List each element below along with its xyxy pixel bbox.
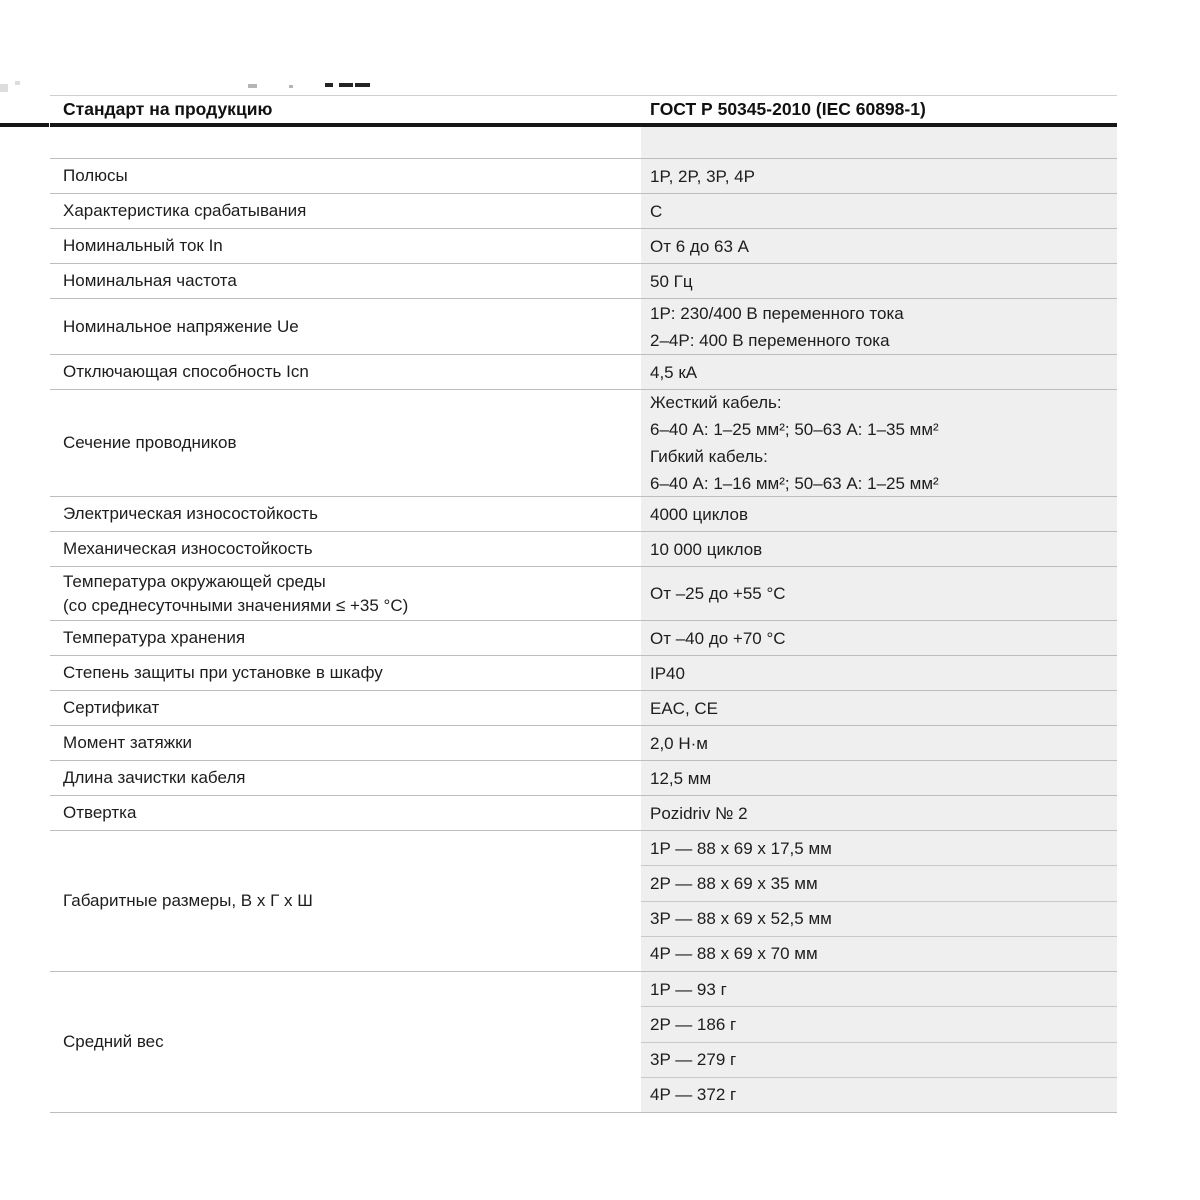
spec-row bbox=[50, 656, 1117, 691]
parameter-label: Длина зачистки кабеля bbox=[63, 768, 246, 787]
parameter-cell bbox=[50, 497, 641, 531]
parameter-cell bbox=[50, 355, 641, 389]
spacer-row bbox=[50, 127, 1117, 159]
parameter-label: Степень защиты при установке в шкафу bbox=[63, 663, 383, 682]
specifications-table bbox=[50, 95, 1117, 1113]
parameter-label: Сечение проводников bbox=[63, 433, 237, 452]
parameter-label: Отключающая способность Icn bbox=[63, 362, 309, 381]
value-text: 4000 циклов bbox=[650, 504, 748, 524]
value-cell bbox=[641, 194, 1117, 228]
parameter-label: Отвертка bbox=[63, 803, 137, 822]
value-text: От –40 до +70 °C bbox=[650, 628, 786, 648]
spec-row bbox=[50, 726, 1117, 761]
parameter-label: Средний вес bbox=[63, 1032, 164, 1051]
value-text: 1P: 230/400 В переменного тока bbox=[650, 303, 904, 323]
spec-row bbox=[50, 264, 1117, 299]
value-sub-cell bbox=[641, 865, 1117, 900]
value-sub-cell bbox=[641, 831, 1117, 865]
spec-row bbox=[50, 621, 1117, 656]
value-text: 1P, 2P, 3P, 4P bbox=[650, 166, 755, 186]
value-text: Гибкий кабель: bbox=[650, 447, 768, 466]
value-sub-cell bbox=[641, 936, 1117, 971]
cropped-text-artifact bbox=[248, 84, 257, 88]
value-text: Жесткий кабель: bbox=[650, 393, 782, 412]
value-text: 3P — 88 x 69 x 52,5 мм bbox=[650, 909, 832, 929]
parameter-cell bbox=[50, 831, 641, 971]
value-text: 2P — 88 x 69 x 35 мм bbox=[650, 873, 818, 893]
table-header-row bbox=[50, 95, 1117, 127]
parameter-label: Номинальное напряжение Ue bbox=[63, 316, 299, 336]
parameter-label: (со среднесуточными значениями ≤ +35 °C) bbox=[63, 595, 409, 615]
spec-row bbox=[50, 355, 1117, 390]
parameter-label: Характеристика срабатывания bbox=[63, 201, 307, 220]
value-cell bbox=[641, 656, 1117, 690]
parameter-label: Габаритные размеры, В х Г х Ш bbox=[63, 891, 313, 910]
parameter-cell bbox=[50, 229, 641, 263]
value-text: EAC, CE bbox=[650, 698, 719, 718]
value-text: 10 000 циклов bbox=[650, 539, 763, 559]
parameter-cell bbox=[50, 194, 641, 228]
parameter-label: Температура хранения bbox=[63, 628, 246, 647]
value-text: 6–40 А: 1–16 мм²; 50–63 А: 1–25 мм² bbox=[650, 474, 939, 493]
spec-row bbox=[50, 972, 1117, 1113]
parameter-label: Сертификат bbox=[63, 698, 160, 717]
value-cell bbox=[641, 972, 1117, 1112]
cropped-text-artifact bbox=[0, 84, 8, 92]
value-cell bbox=[641, 159, 1117, 193]
spec-row bbox=[50, 159, 1117, 194]
value-cell bbox=[641, 761, 1117, 795]
parameter-cell bbox=[50, 691, 641, 725]
parameter-cell bbox=[50, 299, 641, 354]
spec-row bbox=[50, 497, 1117, 532]
spec-row bbox=[50, 532, 1117, 567]
parameter-cell bbox=[50, 621, 641, 655]
cropped-text-artifact bbox=[355, 83, 370, 87]
value-sub-cell bbox=[641, 1077, 1117, 1112]
parameter-cell bbox=[50, 972, 641, 1112]
parameter-cell bbox=[50, 390, 641, 496]
value-text: 4,5 кА bbox=[650, 362, 698, 382]
value-cell bbox=[641, 726, 1117, 760]
table-body bbox=[50, 127, 1117, 1113]
value-text: 2–4P: 400 В переменного тока bbox=[650, 330, 890, 350]
parameter-cell bbox=[50, 656, 641, 690]
parameter-cell bbox=[50, 532, 641, 566]
value-cell bbox=[641, 264, 1117, 298]
value-text: 1P — 88 x 69 x 17,5 мм bbox=[650, 838, 832, 858]
value-text: 6–40 А: 1–25 мм²; 50–63 А: 1–35 мм² bbox=[650, 420, 939, 439]
value-text: 3P — 279 г bbox=[650, 1050, 737, 1070]
header-parameter-label: Стандарт на продукцию bbox=[63, 99, 273, 119]
value-cell bbox=[641, 390, 1117, 496]
parameter-cell bbox=[50, 127, 641, 158]
value-cell bbox=[641, 796, 1117, 830]
value-sub-cell bbox=[641, 1042, 1117, 1077]
value-text: 2P — 186 г bbox=[650, 1014, 737, 1034]
value-cell bbox=[641, 229, 1117, 263]
spec-row bbox=[50, 796, 1117, 831]
value-text: 1P — 93 г bbox=[650, 979, 727, 999]
value-cell bbox=[641, 567, 1117, 620]
spec-row bbox=[50, 194, 1117, 229]
value-text: От 6 до 63 А bbox=[650, 236, 749, 256]
spec-row bbox=[50, 567, 1117, 621]
spec-row bbox=[50, 229, 1117, 264]
parameter-label: Момент затяжки bbox=[63, 733, 193, 752]
value-sub-cell bbox=[641, 1006, 1117, 1041]
parameter-label: Температура окружающей среды bbox=[63, 571, 326, 591]
value-cell bbox=[641, 355, 1117, 389]
parameter-cell bbox=[50, 796, 641, 830]
spec-row bbox=[50, 691, 1117, 726]
parameter-cell bbox=[50, 726, 641, 760]
value-sub-cell bbox=[641, 972, 1117, 1006]
value-cell bbox=[641, 621, 1117, 655]
value-cell bbox=[641, 831, 1117, 971]
value-text: Pozidriv № 2 bbox=[650, 803, 748, 823]
spec-row bbox=[50, 299, 1117, 355]
value-sub-cell bbox=[641, 901, 1117, 936]
value-text: 50 Гц bbox=[650, 271, 693, 291]
value-cell bbox=[641, 532, 1117, 566]
value-cell bbox=[641, 497, 1117, 531]
header-standard-label: ГОСТ Р 50345-2010 (IEC 60898-1) bbox=[650, 99, 926, 119]
cropped-text-artifact bbox=[289, 85, 293, 88]
value-cell bbox=[641, 299, 1117, 354]
cropped-text-artifact bbox=[15, 81, 20, 85]
value-text: C bbox=[650, 201, 663, 221]
parameter-label: Номинальный ток In bbox=[63, 236, 223, 255]
value-text: 4P — 372 г bbox=[650, 1085, 737, 1105]
header-rule-left-segment bbox=[0, 123, 49, 127]
parameter-cell bbox=[50, 264, 641, 298]
parameter-cell bbox=[50, 567, 641, 620]
spec-row bbox=[50, 761, 1117, 796]
cropped-text-artifact bbox=[325, 83, 333, 87]
parameter-label: Номинальная частота bbox=[63, 271, 237, 290]
parameter-label: Механическая износостойкость bbox=[63, 539, 313, 558]
parameter-cell bbox=[50, 159, 641, 193]
value-text: 2,0 Н·м bbox=[650, 733, 708, 753]
value-text: От –25 до +55 °C bbox=[650, 584, 786, 603]
value-text: 4P — 88 x 69 x 70 мм bbox=[650, 944, 818, 964]
parameter-label: Электрическая износостойкость bbox=[63, 504, 318, 523]
spec-row bbox=[50, 390, 1117, 497]
spec-row bbox=[50, 831, 1117, 972]
value-cell bbox=[641, 127, 1117, 158]
parameter-cell bbox=[50, 761, 641, 795]
value-cell bbox=[641, 691, 1117, 725]
parameter-label: Полюсы bbox=[63, 166, 128, 185]
value-text: IP40 bbox=[650, 663, 685, 683]
value-text: 12,5 мм bbox=[650, 768, 712, 788]
cropped-text-artifact bbox=[339, 83, 353, 87]
